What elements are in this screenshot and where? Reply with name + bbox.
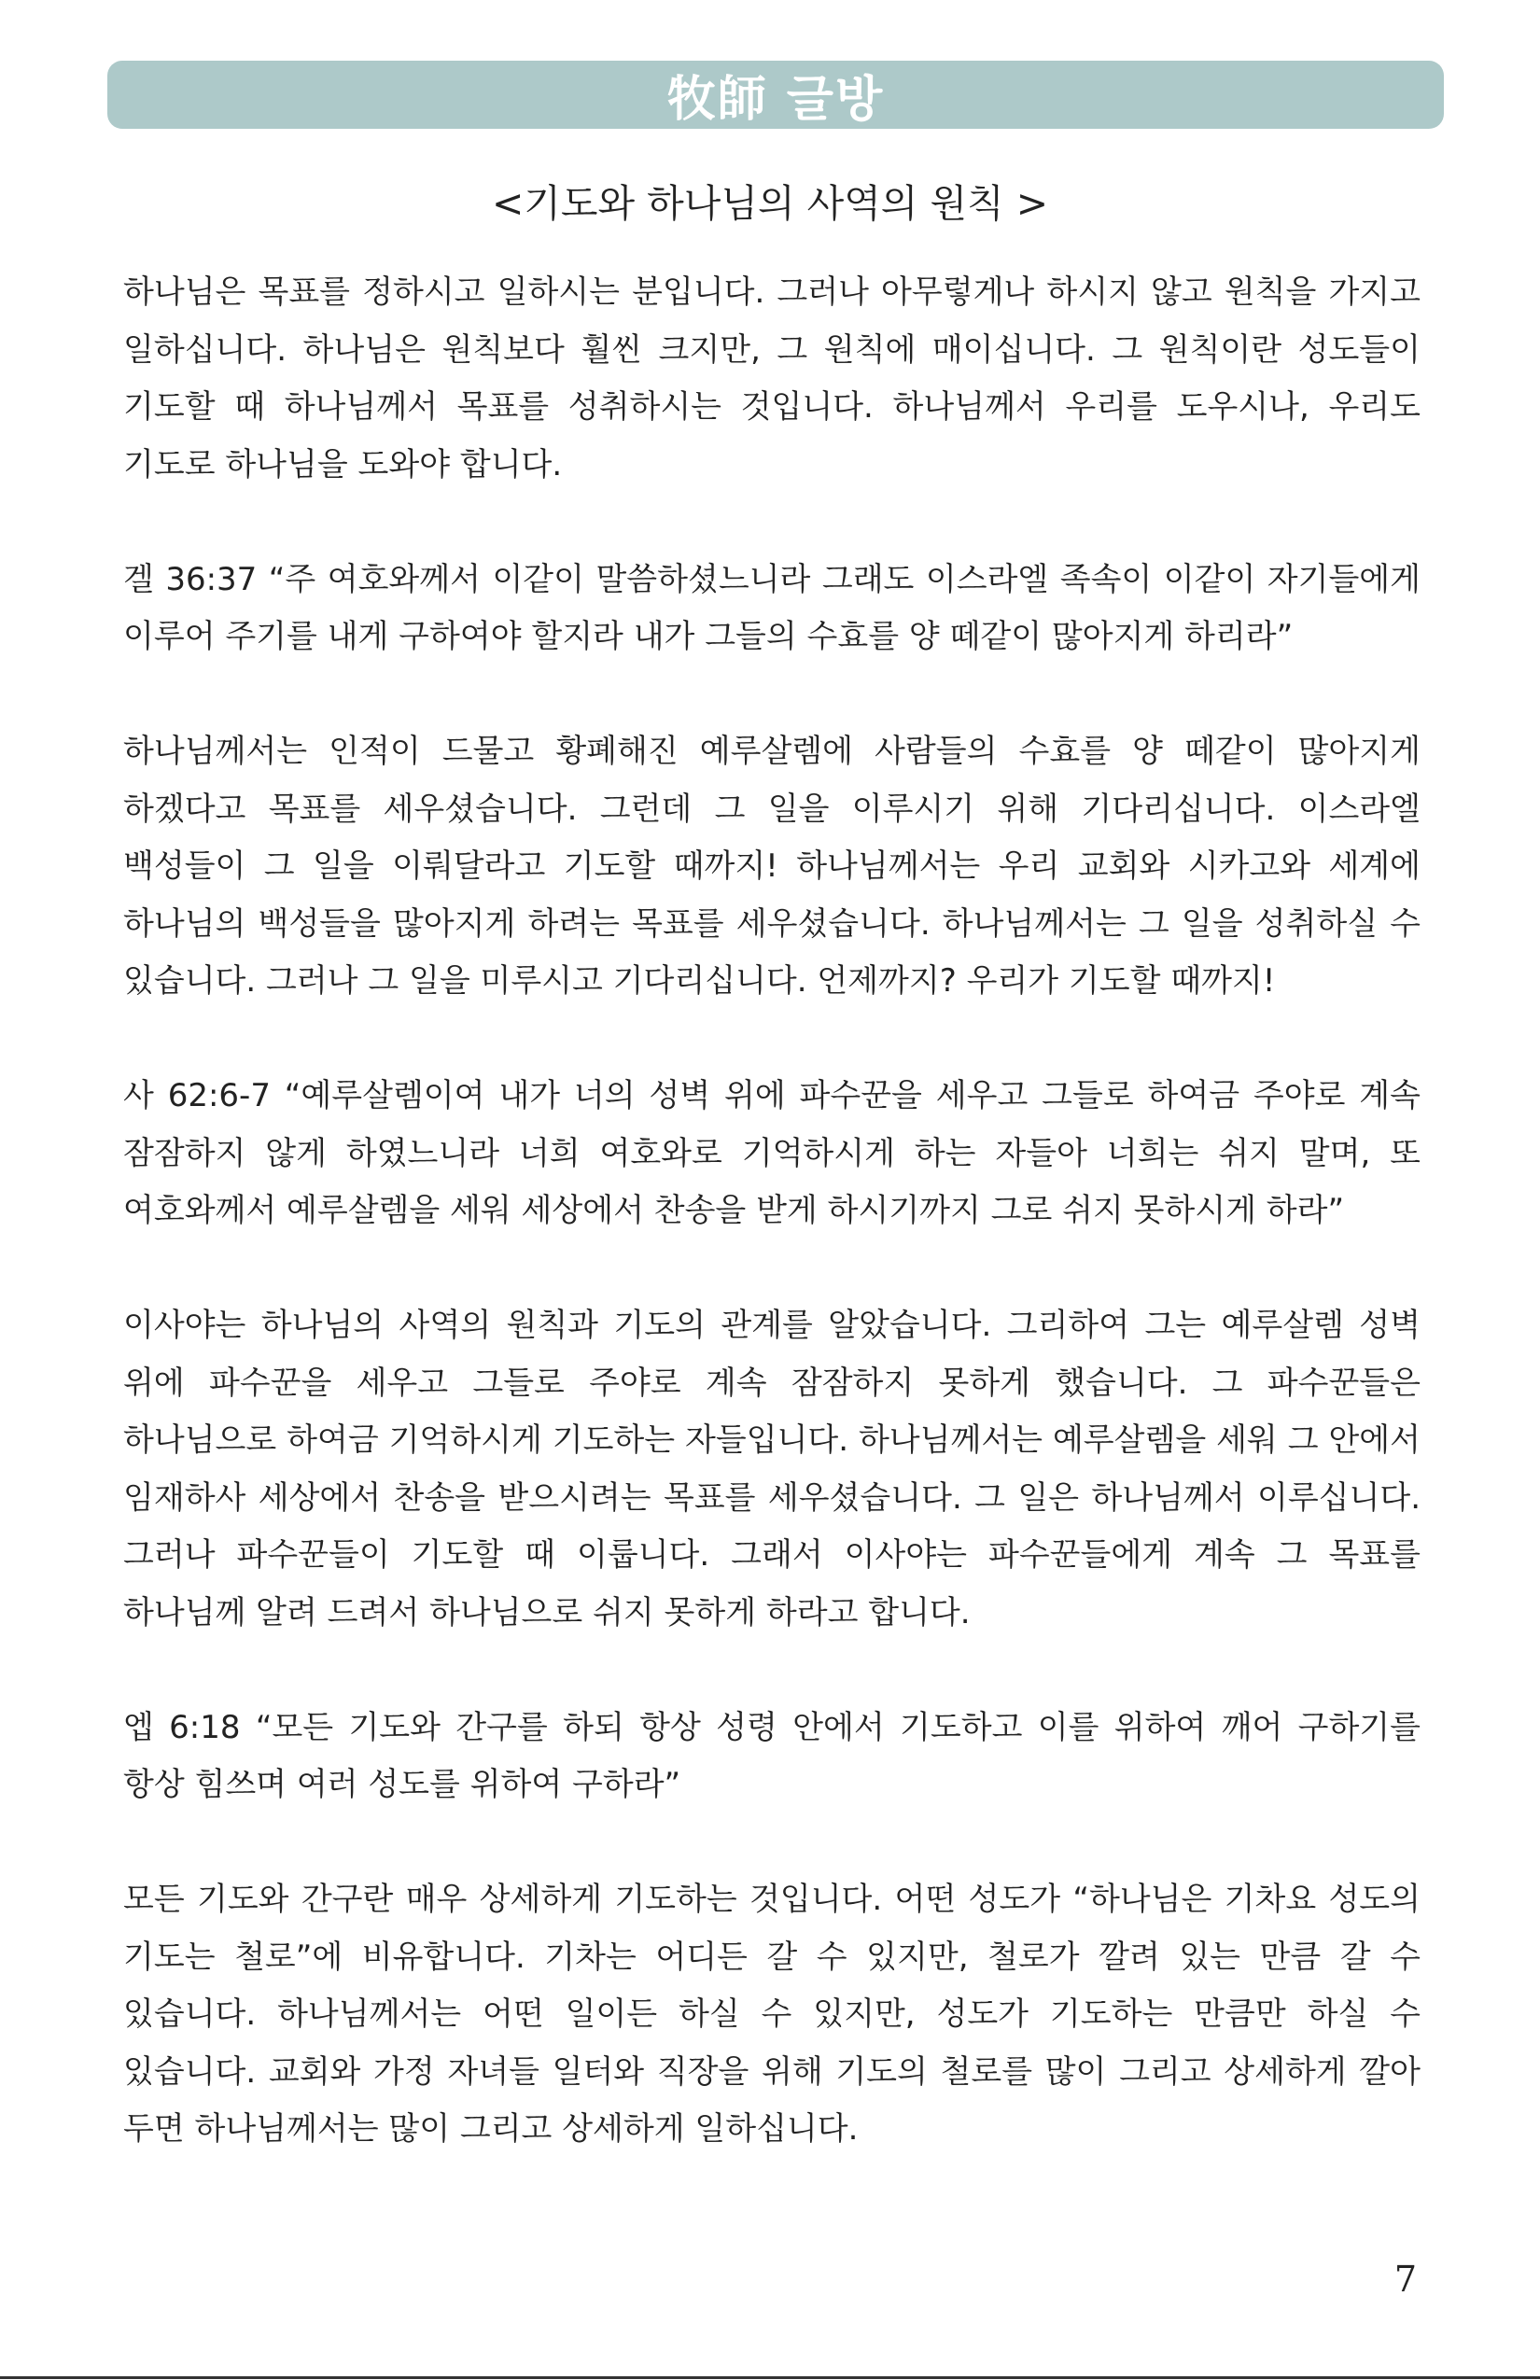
paragraph: 이사야는 하나님의 사역의 원칙과 기도의 관계를 알았습니다. 그리하여 그는 예루살렘 성벽 위에 파수꾼을 세우고 그들로 주야로 계속 잠잠하지 못하게 했습니다. 그 파수꾼들은 하나님으로 하여금 기억하시게 기도하는 자들입니다. 하나님께서는 예루살렘을 세워 그 안에서 임재하사 세상에서 찬송을 받으시려는 목표를 세우셨습니다. 그 일은 하나님께서 이루십니다. 그러나 파수꾼들이 기도할 때 이룹니다. 그래서 이사야는 파수꾼들에게 계속 그 목표를 하나님께 알려 드려서 하나님으로 쉬지 못하게 하라고 합니다.: [123, 1307, 1421, 1631]
paragraph: 하나님께서는 인적이 드물고 황폐해진 예루살렘에 사람들의 수효를 양 떼같이 많아지게 하겠다고 목표를 세우셨습니다. 그런데 그 일을 이루시기 위해 기다리십니다. 이스라엘 백성들이 그 일을 이뤄달라고 기도할 때까지! 하나님께서는 우리 교회와 시카고와 세계에 하나님의 백성들을 많아지게 하려는 목표를 세우셨습니다. 하나님께서는 그 일을 성취하실 수 있습니다. 그러나 그 일을 미루시고 기다리십니다. 언제까지? 우리가 기도할 때까지!: [123, 733, 1421, 1000]
paragraph: 모든 기도와 간구란 매우 상세하게 기도하는 것입니다. 어떤 성도가 “하나님은 기차요 성도의 기도는 철로”에 비유합니다. 기차는 어디든 갈 수 있지만, 철로가 깔려 있는 만큼 갈 수 있습니다. 하나님께서는 어떤 일이든 하실 수 있지만, 성도가 기도하는 만큼만 하실 수 있습니다. 교회와 가정 자녀들 일터와 직장을 위해 기도의 철로를 많이 그리고 상세하게 깔아 두면 하나님께서는 많이 그리고 상세하게 일하십니다.: [123, 1881, 1421, 2148]
header-title: 牧師 글방: [666, 72, 885, 128]
bottom-divider: [0, 2376, 1540, 2379]
paragraph: 하나님은 목표를 정하시고 일하시는 분입니다. 그러나 아무렇게나 하시지 않고 원칙을 가지고 일하십니다. 하나님은 원칙보다 훨씬 크지만, 그 원칙에 매이십니다. 그 원칙이란 성도들이 기도할 때 하나님께서 목표를 성취하시는 것입니다. 하나님께서 우리를 도우시나, 우리도 기도로 하나님을 도와야 합니다.: [123, 273, 1421, 483]
paragraph: 엡 6:18 “모든 기도와 간구를 하되 항상 성령 안에서 기도하고 이를 위하여 깨어 구하기를 항상 힘쓰며 여러 성도를 위하여 구하라”: [123, 1708, 1421, 1803]
article-title: <기도와 하나님의 사역의 원칙 >: [491, 181, 1049, 226]
header-bar: [107, 61, 1444, 129]
page-number: 7: [1393, 2259, 1417, 2300]
paragraph: 겔 36:37 “주 여호와께서 이같이 말씀하셨느니라 그래도 이스라엘 족속이 이같이 자기들에게 이루어 주기를 내게 구하여야 할지라 내가 그들의 수효를 양 떼같이 많아지게 하리라”: [123, 560, 1421, 655]
article-body: [123, 264, 1421, 2216]
paragraph: 사 62:6-7 “예루살렘이여 내가 너의 성벽 위에 파수꾼을 세우고 그들로 하여금 주야로 계속 잠잠하지 않게 하였느니라 너희 여호와로 기억하시게 하는 자들아 너희는 쉬지 말며, 또 여호와께서 예루살렘을 세워 세상에서 찬송을 받게 하시기까지 그로 쉬지 못하시게 하라”: [123, 1077, 1421, 1229]
